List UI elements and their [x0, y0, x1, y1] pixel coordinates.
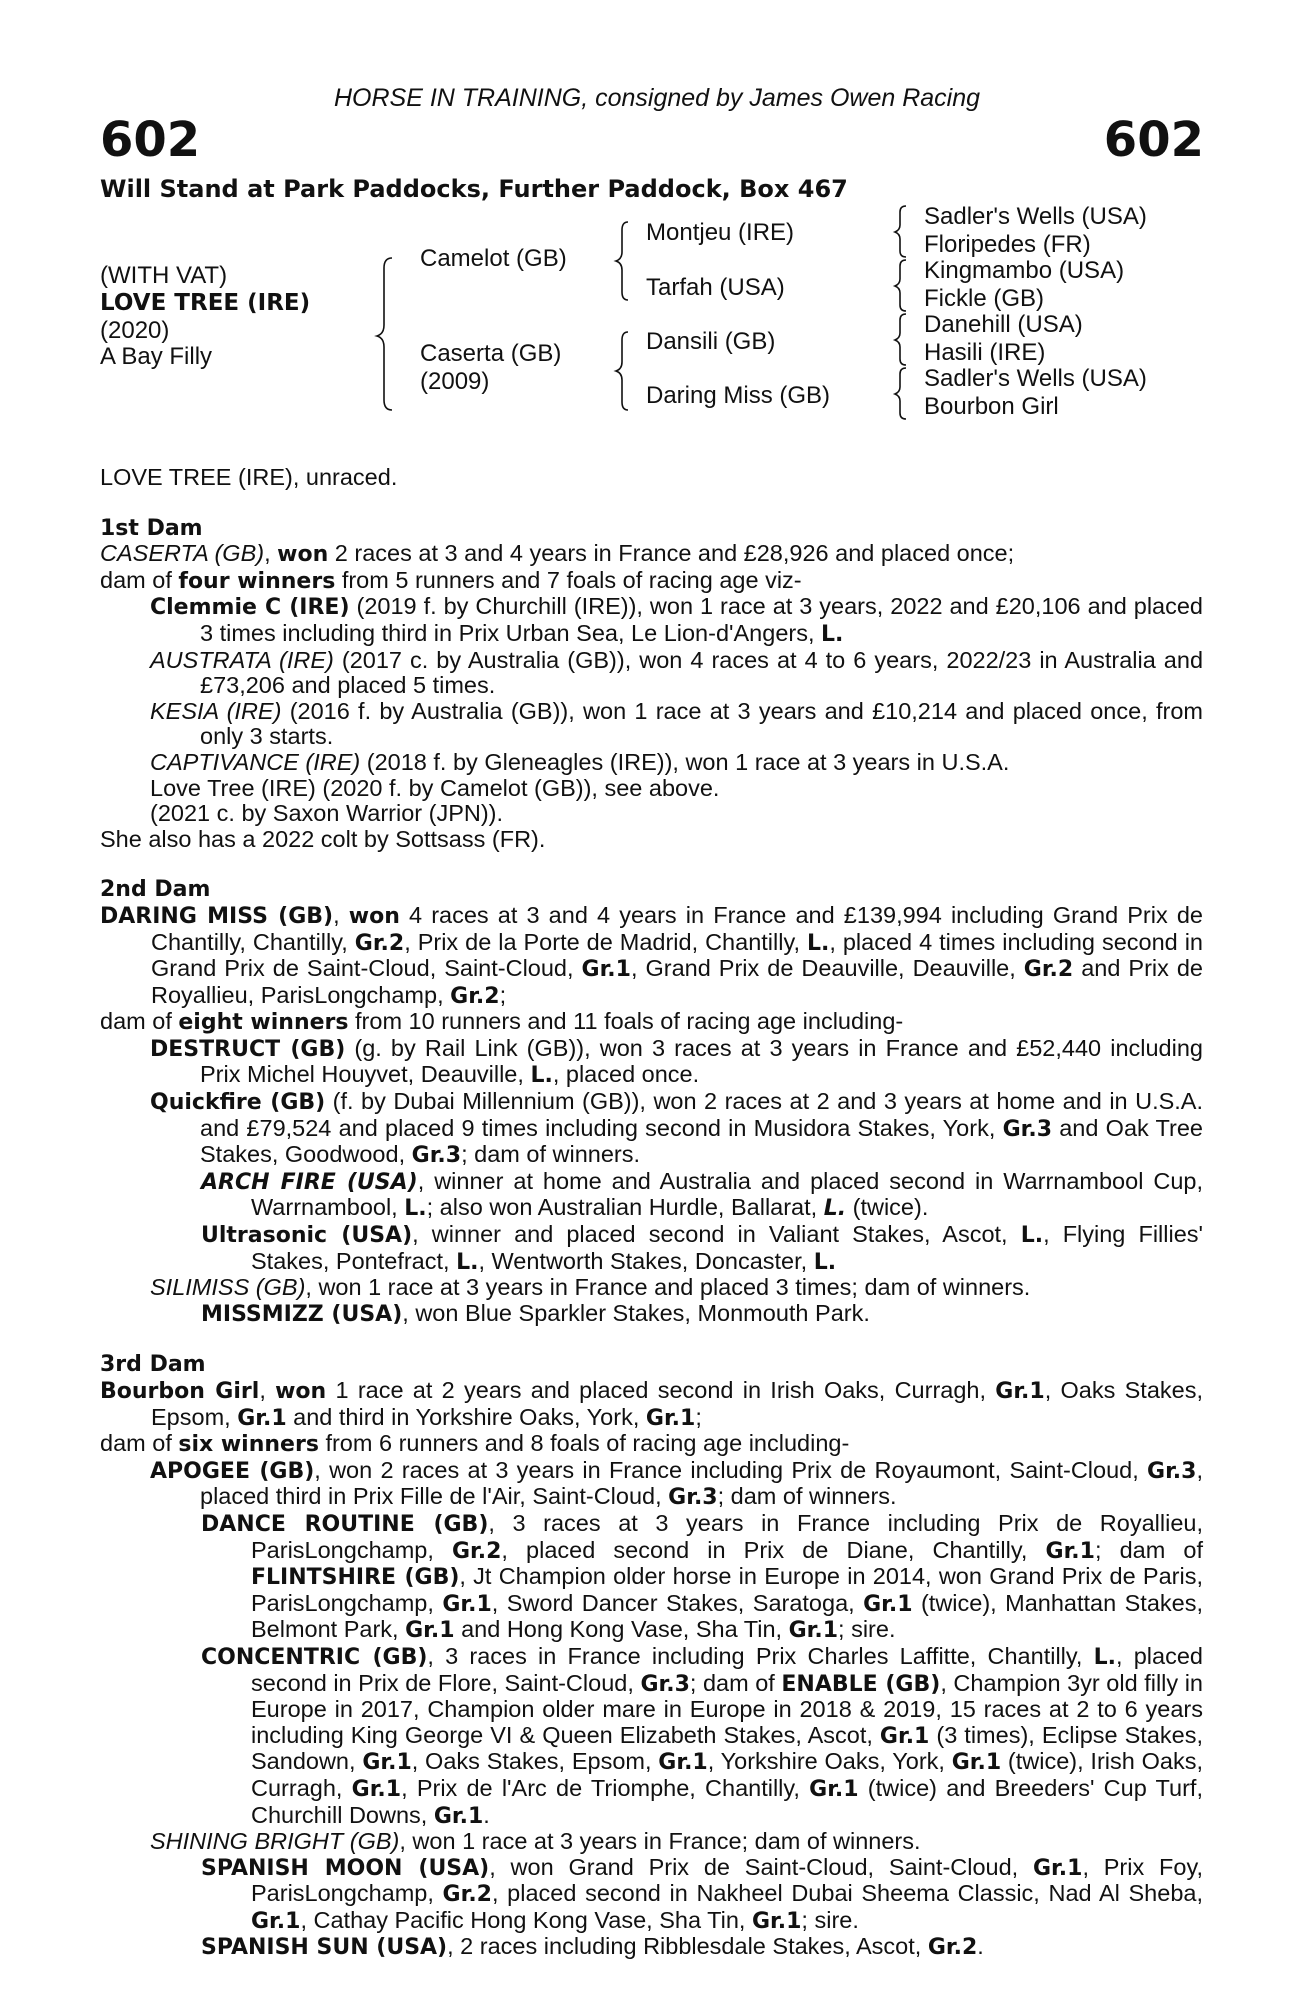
progeny-entry: KESIA (IRE) (2016 f. by Australia (GB)), won 1 race at 3 years and £10,214 and placed once, from only 3 starts.	[150, 697, 1203, 750]
catalogue-body	[100, 465, 1203, 1961]
horse-name: LOVE TREE (IRE)	[100, 290, 311, 316]
gen4-1: Sadler's Wells (USA)	[924, 203, 1147, 230]
gen3-4: Daring Miss (GB)	[646, 382, 831, 409]
progeny-entry: SPANISH SUN (USA), 2 races including Ribblesdale Stakes, Ascot, Gr.2.	[201, 1933, 984, 1961]
dam-name: Caserta (GB)	[420, 340, 562, 367]
progeny-entry: MISSMIZZ (USA), won Blue Sparkler Stakes, Monmouth Park.	[201, 1299, 870, 1327]
second-dam-heading: 2nd Dam	[100, 877, 211, 903]
brace-g4-2	[895, 260, 906, 311]
gen4-3: Kingmambo (USA)	[924, 257, 1125, 284]
sire-name: Camelot (GB)	[420, 245, 567, 272]
lot-number-left: 602	[100, 112, 201, 168]
gen4-5: Danehill (USA)	[924, 311, 1083, 338]
progeny-entry: APOGEE (GB), won 2 races at 3 years in France including Prix de Royaumont, Saint-Cloud, Gr.3, placed third in Prix Fille de l'Air, Saint-Cloud, Gr.3; dam of winners.	[150, 1456, 1203, 1511]
progeny-entry: SILIMISS (GB), won 1 race at 3 years in France and placed 3 times; dam of winners.	[150, 1274, 1031, 1301]
gen4-7: Sadler's Wells (USA)	[924, 365, 1147, 392]
brace-sire	[616, 222, 628, 300]
progeny-note: She also has a 2022 colt by Sottsass (FR).	[100, 825, 546, 852]
progeny-entry: CONCENTRIC (GB), 3 races in France including Prix Charles Laffitte, Chantilly, L., placed second in Prix de Flore, Saint-Cloud, Gr.3; dam of ENABLE (GB), Champion 3yr old filly in Europe in 2017, Champion older mare in Europe in 2018 & 2019, 15 races at 2 to 6 years including King George VI & Queen Elizabeth Stakes, Ascot, Gr.1 (3 times), Eclipse Stakes, Sandown, Gr.1, Oaks Stakes, Epsom, Gr.1, Yorkshire Oaks, York, Gr.1 (twice), Irish Oaks, Curragh, Gr.1, Prix de l'Arc de Triomphe, Chantilly, Gr.1 (twice) and Breeders' Cup Turf, Churchill Downs, Gr.1.	[201, 1642, 1204, 1829]
progeny-entry: Clemmie C (IRE) (2019 f. by Churchill (IRE)), won 1 race at 3 years, 2022 and £20,106 and placed 3 times including third in Prix Urban Sea, Le Lion-d'Angers, L.	[150, 593, 1203, 647]
gen3-2: Tarfah (USA)	[646, 274, 785, 301]
gen4-2: Floripedes (FR)	[924, 231, 1091, 258]
third-dam-heading: 3rd Dam	[100, 1352, 206, 1378]
brace-main	[377, 258, 392, 410]
gen3-1: Montjeu (IRE)	[646, 219, 795, 246]
brace-dam	[616, 332, 628, 410]
horse-description: A Bay Filly	[100, 343, 213, 370]
intro-line: LOVE TREE (IRE), unraced.	[100, 464, 398, 490]
progeny-entry: DESTRUCT (GB) (g. by Rail Link (GB)), won 3 races at 3 years in France and £52,440 including Prix Michel Houyvet, Deauville, L., placed once.	[150, 1034, 1203, 1089]
gen3-3: Dansili (GB)	[646, 328, 776, 355]
page-header: HORSE IN TRAINING, consigned by James Owen Racing	[333, 84, 981, 112]
first-dam-record: CASERTA (GB), won 2 races at 3 and 4 years in France and £28,926 and placed once;	[100, 540, 1015, 568]
progeny-entry: SPANISH MOON (USA), won Grand Prix de Saint-Cloud, Saint-Cloud, Gr.1, Prix Foy, ParisLongchamp, Gr.2, placed second in Nakheel Dubai Sheema Classic, Nad Al Sheba, Gr.1, Cathay Pacific Hong Kong Vase, Sha Tin, Gr.1; sire.	[201, 1853, 1203, 1934]
progeny-entry: ARCH FIRE (USA), winner at home and Australia and placed second in Warrnambool Cup, Warrnambool, L.; also won Australian Hurdle, Ballarat, L. (twice).	[201, 1167, 1203, 1222]
third-dam-produce-summary: dam of six winners from 6 runners and 8 foals of racing age including-	[100, 1430, 850, 1458]
second-dam-record: DARING MISS (GB), won 4 races at 3 and 4 years in France and £139,994 including Grand Prix de Chantilly, Chantilly, Gr.2, Prix de la Porte de Madrid, Chantilly, L., placed 4 times including second in Grand Prix de Saint-Cloud, Saint-Cloud, Gr.1, Grand Prix de Deauville, Deauville, Gr.2 and Prix de Royallieu, ParisLongchamp, Gr.2;	[100, 901, 1203, 1009]
first-dam-heading: 1st Dam	[100, 515, 203, 541]
dam-year: (2009)	[420, 368, 490, 395]
progeny-entry: SHINING BRIGHT (GB), won 1 race at 3 years in France; dam of winners.	[150, 1828, 921, 1855]
horse-year: (2020)	[100, 317, 170, 344]
stand-location: Will Stand at Park Paddocks, Further Paddock, Box 467	[100, 175, 848, 203]
first-dam-produce-summary: dam of four winners from 5 runners and 7 foals of racing age viz-	[100, 566, 802, 594]
progeny-entry: DANCE ROUTINE (GB), 3 races at 3 years in France including Prix de Royallieu, ParisLongchamp, Gr.2, placed second in Prix de Diane, Chantilly, Gr.1; dam of FLINTSHIRE (GB), Jt Champion older horse in Europe in 2014, won Grand Prix de Paris, ParisLongchamp, Gr.1, Sword Dancer Stakes, Saratoga, Gr.1 (twice), Manhattan Stakes, Belmont Park, Gr.1 and Hong Kong Vase, Sha Tin, Gr.1; sire.	[201, 1509, 1203, 1644]
third-dam-record: Bourbon Girl, won 1 race at 2 years and placed second in Irish Oaks, Curragh, Gr.1, Oaks Stakes, Epsom, Gr.1 and third in Yorkshire Oaks, York, Gr.1;	[100, 1377, 1203, 1431]
progeny-entry: Ultrasonic (USA), winner and placed second in Valiant Stakes, Ascot, L., Flying Fillies' Stakes, Pontefract, L., Wentworth Stakes, Doncaster, L.	[201, 1221, 1204, 1275]
gen4-4: Fickle (GB)	[924, 285, 1044, 312]
progeny-entry: Quickfire (GB) (f. by Dubai Millennium (GB)), won 2 races at 2 and 3 years at home and in U.S.A. and £79,524 and placed 9 times including second in Musidora Stakes, York, Gr.3 and Oak Tree Stakes, Goodwood, Gr.3; dam of winners.	[150, 1088, 1204, 1169]
progeny-entry: (2021 c. by Saxon Warrior (JPN)).	[150, 800, 504, 827]
gen4-6: Hasili (IRE)	[924, 339, 1046, 366]
vat-note: (WITH VAT)	[100, 262, 228, 289]
progeny-entry: AUSTRATA (IRE) (2017 c. by Australia (GB)), won 4 races at 4 to 6 years, 2022/23 in Australia and £73,206 and placed 5 times.	[150, 646, 1204, 699]
gen4-8: Bourbon Girl	[924, 393, 1059, 420]
progeny-entry: Love Tree (IRE) (2020 f. by Camelot (GB)), see above.	[150, 774, 720, 801]
second-dam-produce-summary: dam of eight winners from 10 runners and 11 foals of racing age including-	[100, 1008, 904, 1036]
brace-g4-3	[895, 314, 906, 365]
brace-g4-4	[895, 368, 906, 419]
lot-number-right: 602	[1103, 112, 1204, 168]
brace-g4-1	[895, 206, 906, 257]
progeny-entry: CAPTIVANCE (IRE) (2018 f. by Gleneagles (IRE)), won 1 race at 3 years in U.S.A.	[150, 748, 1010, 775]
